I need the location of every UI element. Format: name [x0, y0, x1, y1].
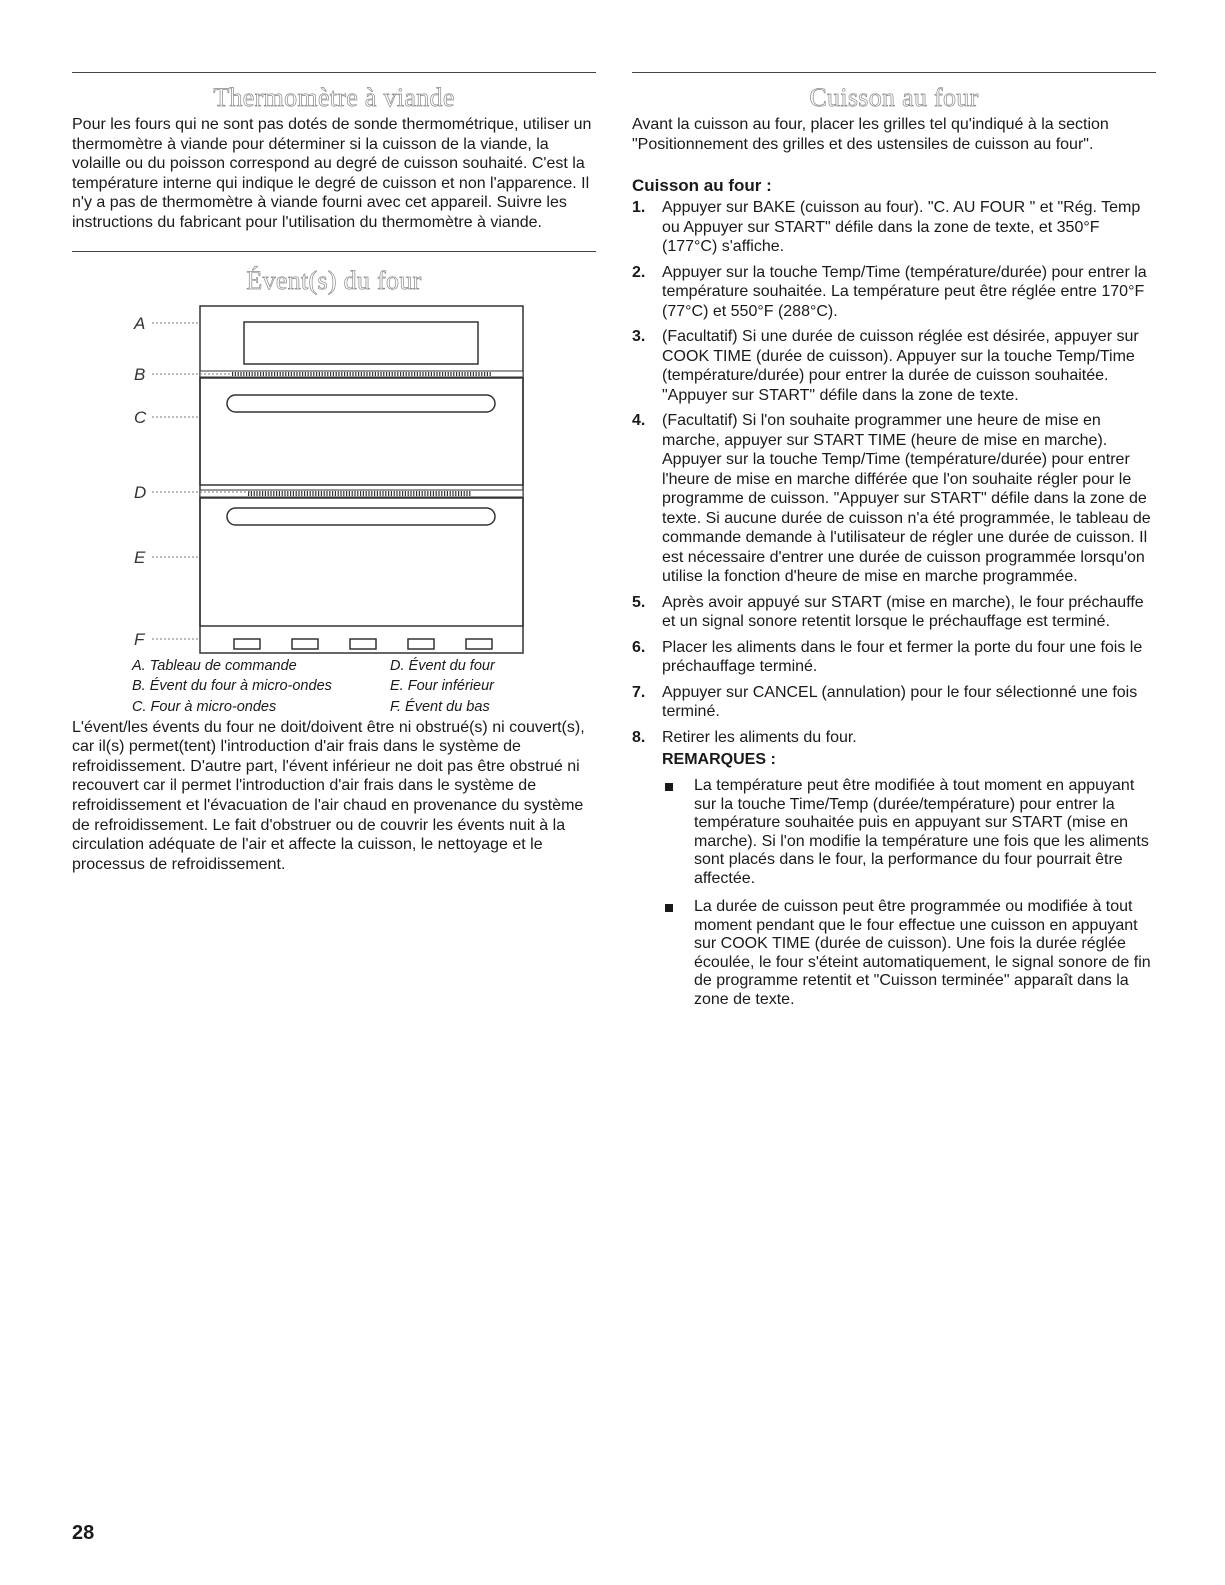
thermometer-text: Pour les fours qui ne sont pas dotés de sonde thermométrique, utiliser un thermomètre à viande pour déterminer si la cuisson de la viande, la volaille ou du poisson correspond au degré de cuisson souhaité. C'est la température interne qui indique le degré de cuisson et non l'apparence. Il n'y a pas de thermomètre à viande fourni avec cet appareil. Suivre les instructions du fabricant pour l'utilisation du thermomètre à viande.	[72, 116, 592, 231]
step-text: (Facultatif) Si l'on souhaite programmer une heure de mise en marche, appuyer sur START TIME (heure de mise en marche). Appuyer sur la touche Temp/Time (température/durée) pour entrer l'heure de mise en marche différée que l'on souhaite régler pour le programme de cuisson. "Appuyer sur START" défile dans la zone de texte. Si aucune durée de cuisson n'a été programmée, le tableau de commande demande à l'utilisateur de régler une durée de cuisson. Il est nécessaire d'entrer une durée de cuisson programmée lorsqu'on utilise la fonction d'heure de mise en marche programmée.	[662, 412, 1151, 586]
notes-list	[632, 777, 1156, 1009]
step-text: Placer les aliments dans le four et fermer la porte du four une fois le préchauffage terminé.	[662, 638, 1143, 676]
step-item	[632, 638, 1156, 677]
legend-item: E. Four inférieur	[390, 678, 494, 695]
step-text: Retirer les aliments du four.	[662, 728, 857, 746]
figure-letter-c: C	[134, 407, 147, 427]
note-text: La durée de cuisson peut être programmée ou modifiée à tout moment pendant que le four effectue une cuisson en appuyant sur COOK TIME (durée de cuisson). Une fois la durée réglée écoulée, le four s'éteint automatiquement, le signal sonore de fin de programme retentit et "Cuisson terminée" apparaît dans la zone de texte.	[694, 898, 1151, 1008]
vents-text: L'évent/les évents du four ne doit/doivent être ni obstrué(s) ni couvert(s), car il(s) permet(tent) l'introduction d'air frais dans le système de refroidissement. D'autre part, l'évent inférieur ne doit pas être obstrué ni recouvert car il permet l'introduction d'air frais dans le système de refroidissement et l'évacuation de l'air chaud en provenance du système de refroidissement. Le fait d'obstruer ou de couvrir les évents nuit à la circulation adéquate de l'air et affecte la cuisson, le nettoyage et le processus de refroidissement.	[72, 718, 585, 873]
figure-letter-d: D	[134, 482, 147, 502]
bottom-vent-slot	[408, 639, 434, 649]
step-item	[632, 263, 1156, 322]
baking-intro: Avant la cuisson au four, placer les grilles tel qu'indiqué à la section "Positionnement des grilles et des ustensiles de cuisson au four".	[632, 116, 1109, 153]
note-text: La température peut être modifiée à tout moment en appuyant sur la touche Time/Temp (durée/température) pour entrer la température souhaitée puis en appuyant sur START (mise en marche). Si l'on modifie la température une fois que les aliments sont placés dans le four, la performance du four pourrait être affectée.	[694, 777, 1149, 887]
baking-subheading: Cuisson au four :	[632, 176, 772, 196]
legend-item: B. Évent du four à micro-ondes	[132, 678, 332, 695]
step-number: 2.	[632, 263, 646, 281]
legend-item: A. Tableau de commande	[132, 657, 297, 674]
microwave-handle	[227, 395, 495, 412]
step-number: 6.	[632, 638, 646, 656]
step-item	[632, 728, 1156, 748]
figure-letter-b: B	[134, 364, 146, 384]
section-divider	[72, 72, 596, 73]
vents-title: Évent(s) du four	[246, 265, 422, 295]
lower-oven-door	[200, 498, 523, 626]
baking-steps	[632, 198, 1156, 747]
figure-letter-f: F	[134, 629, 145, 649]
notes-heading: REMARQUES :	[662, 751, 776, 769]
step-text: Appuyer sur CANCEL (annulation) pour le four sélectionné une fois terminé.	[662, 683, 1138, 721]
section-divider	[72, 251, 596, 252]
legend-item: D. Évent du four	[390, 657, 495, 674]
section-divider	[632, 72, 1156, 73]
left-column	[72, 72, 596, 874]
bottom-vent-slot	[234, 639, 260, 649]
right-column	[632, 72, 1156, 1019]
legend-item: C. Four à micro-ondes	[132, 698, 277, 715]
baking-title: Cuisson au four	[809, 83, 979, 112]
control-panel-display	[244, 322, 478, 364]
bullet-square-icon	[665, 783, 673, 791]
appliance-outline	[200, 306, 523, 653]
figure-letter-e: E	[134, 547, 146, 567]
step-item	[632, 683, 1156, 722]
step-text: Après avoir appuyé sur START (mise en marche), le four préchauffe et un signal sonore retentit lorsque le préchauffage est terminé.	[662, 593, 1144, 631]
figure-letter-a: A	[134, 313, 146, 333]
step-number: 3.	[632, 328, 646, 346]
bullet-square-icon	[665, 904, 673, 912]
step-number: 4.	[632, 412, 646, 430]
step-item	[632, 411, 1156, 587]
step-text: Appuyer sur la touche Temp/Time (température/durée) pour entrer la température souhaitée. La température peut être réglée entre 170°F (77°C) et 550°F (288°C).	[662, 263, 1147, 320]
bottom-vent-slot	[292, 639, 318, 649]
figure-legend	[132, 656, 572, 718]
page-number: 28	[72, 1522, 95, 1544]
thermometer-title: Thermomètre à viande	[213, 83, 455, 112]
step-number: 1.	[632, 199, 646, 217]
step-item	[632, 198, 1156, 257]
step-number: 5.	[632, 593, 646, 611]
step-number: 7.	[632, 683, 646, 701]
bottom-vent-slot	[466, 639, 492, 649]
step-item	[632, 593, 1156, 632]
bottom-vent-slot	[350, 639, 376, 649]
note-item	[662, 898, 1156, 1009]
step-number: 8.	[632, 728, 646, 746]
oven-vents-figure	[72, 298, 596, 746]
legend-item: F. Évent du bas	[390, 698, 490, 715]
step-item	[632, 327, 1156, 405]
lower-oven-handle	[227, 508, 495, 525]
step-text: (Facultatif) Si une durée de cuisson réglée est désirée, appuyer sur COOK TIME (durée de cuisson). Appuyer sur la touche Temp/Time (température/durée) pour entrer la durée de cuisson souhaitée. "Appuyer sur START" défile dans la zone de texte.	[662, 328, 1139, 404]
oven-diagram	[72, 298, 596, 718]
microwave-door	[200, 378, 523, 485]
note-item	[662, 777, 1156, 888]
step-text: Appuyer sur BAKE (cuisson au four). "C. AU FOUR " et "Rég. Temp ou Appuyer sur START" défile dans la zone de texte, et 350°F (177°C) s'affiche.	[662, 199, 1141, 256]
